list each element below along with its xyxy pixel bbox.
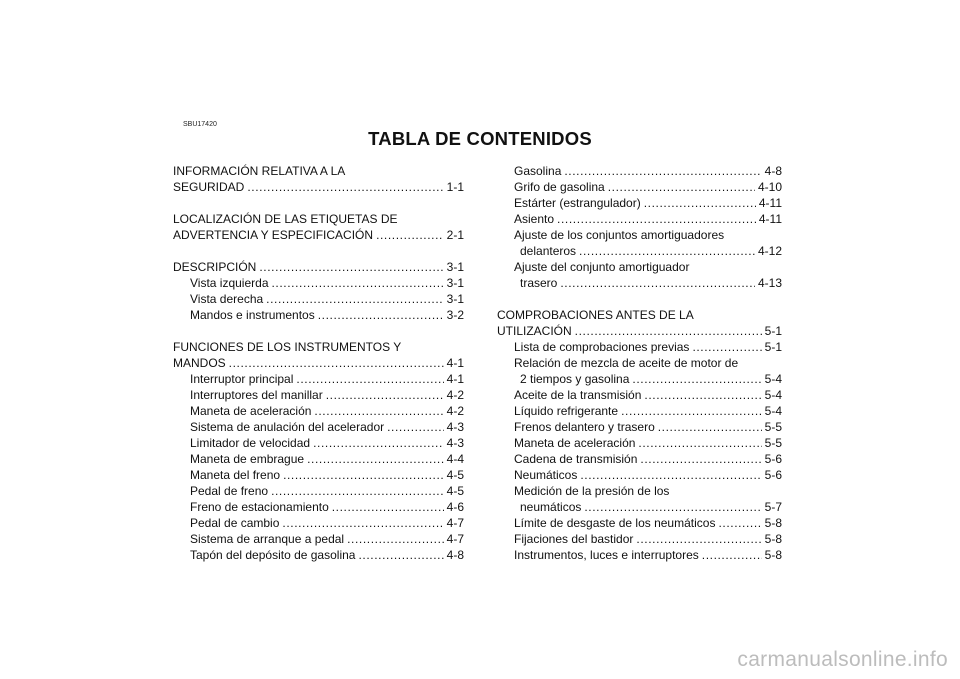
toc-subentry[interactable] xyxy=(190,467,464,483)
toc-entry-title: FUNCIONES DE LOS INSTRUMENTOS Y xyxy=(173,340,402,354)
toc-entry-title: UTILIZACIÓN xyxy=(497,324,572,338)
toc-subentry[interactable] xyxy=(514,419,782,435)
toc-page-number: 4-7 xyxy=(446,516,464,530)
toc-entry-title: SEGURIDAD xyxy=(173,180,245,194)
toc-entry-title: Medición de la presión de los xyxy=(514,484,670,498)
toc-entry-title: Fijaciones del bastidor xyxy=(514,532,634,546)
toc-right-column xyxy=(497,163,782,563)
toc-subentry[interactable] xyxy=(514,195,782,211)
toc-entry-title: Interruptores del manillar xyxy=(190,388,323,402)
toc-subentry[interactable] xyxy=(514,163,782,179)
toc-entry-title: Instrumentos, luces e interruptores xyxy=(514,548,699,562)
toc-subentry[interactable] xyxy=(514,547,782,563)
toc-subentry[interactable] xyxy=(514,371,782,387)
toc-entry-title: Relación de mezcla de aceite de motor de xyxy=(514,356,739,370)
toc-page-number: 5-7 xyxy=(764,500,782,514)
toc-page-number: 4-11 xyxy=(758,212,782,226)
toc-page-number: 5-4 xyxy=(764,404,782,418)
toc-subentry[interactable] xyxy=(190,531,464,547)
toc-page-number: 4-1 xyxy=(446,372,464,386)
toc-entry-title: COMPROBACIONES ANTES DE LA xyxy=(497,308,694,322)
toc-page-number: 4-1 xyxy=(446,356,464,370)
toc-page-number: 4-11 xyxy=(758,196,782,210)
toc-subentry[interactable] xyxy=(514,451,782,467)
toc-entry-title: Sistema de arranque a pedal xyxy=(190,532,345,546)
toc-entry[interactable] xyxy=(173,259,464,275)
toc-subentry[interactable] xyxy=(514,243,782,259)
toc-entry-title: INFORMACIÓN RELATIVA A LA xyxy=(173,164,346,178)
toc-page-number: 4-8 xyxy=(764,164,782,178)
toc-subentry[interactable] xyxy=(514,179,782,195)
toc-entry-title: Vista derecha xyxy=(190,292,264,306)
toc-entry-title: Ajuste del conjunto amortiguador xyxy=(514,260,690,274)
toc-page-number: 3-1 xyxy=(446,260,464,274)
toc-entry-title: Aceite de la transmisión xyxy=(514,388,642,402)
toc-page-number: 5-6 xyxy=(764,452,782,466)
toc-subentry[interactable] xyxy=(190,515,464,531)
toc-subentry[interactable] xyxy=(514,403,782,419)
toc-entry-title: Pedal de cambio xyxy=(190,516,280,530)
toc-entry-title: Límite de desgaste de los neumáticos xyxy=(514,516,716,530)
toc-page-number: 3-1 xyxy=(446,276,464,290)
toc-page-number: 5-8 xyxy=(764,548,782,562)
toc-entry-title: Ajuste de los conjuntos amortiguadores xyxy=(514,228,725,242)
toc-page-number: 4-13 xyxy=(757,276,782,290)
toc-page-number: 4-6 xyxy=(446,500,464,514)
toc-entry-title: Vista izquierda xyxy=(190,276,269,290)
toc-entry-title: Limitador de velocidad xyxy=(190,436,311,450)
toc-page-number: 3-1 xyxy=(446,292,464,306)
toc-entry-title: Neumáticos xyxy=(514,468,578,482)
watermark: carmanualsonline.info xyxy=(737,648,948,671)
toc-subentry[interactable] xyxy=(190,483,464,499)
toc-subentry[interactable] xyxy=(190,387,464,403)
toc-entry[interactable] xyxy=(173,355,464,371)
toc-page-number: 4-7 xyxy=(446,532,464,546)
toc-subentry[interactable] xyxy=(190,307,464,323)
toc-page-number: 4-10 xyxy=(757,180,782,194)
toc-page-number: 4-12 xyxy=(757,244,782,258)
toc-subentry[interactable] xyxy=(190,435,464,451)
toc-entry-title: Interruptor principal xyxy=(190,372,294,386)
toc-page-number: 5-5 xyxy=(764,436,782,450)
toc-page-number: 5-5 xyxy=(764,420,782,434)
toc-subentry[interactable] xyxy=(514,211,782,227)
toc-subentry[interactable] xyxy=(190,451,464,467)
toc-page-number: 4-2 xyxy=(446,404,464,418)
toc-page-number: 4-3 xyxy=(446,420,464,434)
toc-entry-title: Maneta de aceleración xyxy=(190,404,312,418)
toc-entry-title: MANDOS xyxy=(173,356,226,370)
toc-subentry[interactable] xyxy=(190,547,464,563)
toc-subentry[interactable] xyxy=(190,275,464,291)
toc-entry-title: neumáticos xyxy=(520,500,582,514)
toc-subentry[interactable] xyxy=(190,403,464,419)
toc-entry[interactable] xyxy=(173,227,464,243)
toc-entry-title: Mandos e instrumentos xyxy=(190,308,315,322)
toc-subentry[interactable] xyxy=(514,435,782,451)
toc-entry-title: 2 tiempos y gasolina xyxy=(520,372,630,386)
toc-entry-title: Frenos delantero y trasero xyxy=(514,420,655,434)
toc-page-number: 3-2 xyxy=(446,308,464,322)
toc-page-number: 5-6 xyxy=(764,468,782,482)
toc-page-number: 5-1 xyxy=(764,340,782,354)
toc-entry-title: Lista de comprobaciones previas xyxy=(514,340,690,354)
toc-entry-title: Gasolina xyxy=(514,164,562,178)
toc-subentry[interactable] xyxy=(514,499,782,515)
toc-entry-title: Maneta de embrague xyxy=(190,452,305,466)
toc-entry[interactable] xyxy=(173,179,464,195)
document-code: SBU17420 xyxy=(183,121,217,128)
toc-subentry[interactable] xyxy=(190,419,464,435)
toc-page-number: 1-1 xyxy=(446,180,464,194)
toc-page-number: 2-1 xyxy=(446,228,464,242)
toc-entry-title: Pedal de freno xyxy=(190,484,269,498)
toc-subentry[interactable] xyxy=(514,339,782,355)
toc-page-number: 5-4 xyxy=(764,388,782,402)
toc-subentry[interactable] xyxy=(514,387,782,403)
toc-page-number: 4-2 xyxy=(446,388,464,402)
toc-page-number: 4-5 xyxy=(446,468,464,482)
toc-entry-title: trasero xyxy=(520,276,558,290)
toc-page-number: 5-1 xyxy=(764,324,782,338)
toc-subentry[interactable] xyxy=(190,291,464,307)
toc-page-number: 4-3 xyxy=(446,436,464,450)
toc-page-number: 5-8 xyxy=(764,532,782,546)
toc-entry-title: DESCRIPCIÓN xyxy=(173,260,257,274)
toc-entry-title: Maneta de aceleración xyxy=(514,436,636,450)
toc-entry-title: Freno de estacionamiento xyxy=(190,500,329,514)
toc-subentry[interactable] xyxy=(514,515,782,531)
toc-entry[interactable] xyxy=(497,323,782,339)
toc-entry-title: Cadena de transmisión xyxy=(514,452,638,466)
toc-page-number: 5-4 xyxy=(764,372,782,386)
toc-entry-title: Grifo de gasolina xyxy=(514,180,605,194)
toc-entry-title: Tapón del depósito de gasolina xyxy=(190,548,356,562)
toc-entry-title: LOCALIZACIÓN DE LAS ETIQUETAS DE xyxy=(173,212,398,226)
toc-page-number: 4-5 xyxy=(446,484,464,498)
toc-subentry[interactable] xyxy=(514,467,782,483)
toc-page-number: 4-8 xyxy=(446,548,464,562)
toc-subentry[interactable] xyxy=(514,275,782,291)
toc-entry-title: Sistema de anulación del acelerador xyxy=(190,420,385,434)
toc-entry-title: Líquido refrigerante xyxy=(514,404,619,418)
toc-page-number: 5-8 xyxy=(764,516,782,530)
toc-page-number: 4-4 xyxy=(446,452,464,466)
toc-entry-title: Asiento xyxy=(514,212,555,226)
toc-left-column xyxy=(173,163,464,563)
toc-subentry[interactable] xyxy=(190,371,464,387)
toc-entry-title: Estárter (estrangulador) xyxy=(514,196,641,210)
toc-entry-title: ADVERTENCIA Y ESPECIFICACIÓN xyxy=(173,228,374,242)
toc-entry-title: delanteros xyxy=(520,244,577,258)
toc-entry-title: Maneta del freno xyxy=(190,468,281,482)
page-title: TABLA DE CONTENIDOS xyxy=(368,128,592,149)
toc-subentry[interactable] xyxy=(190,499,464,515)
toc-subentry[interactable] xyxy=(514,531,782,547)
